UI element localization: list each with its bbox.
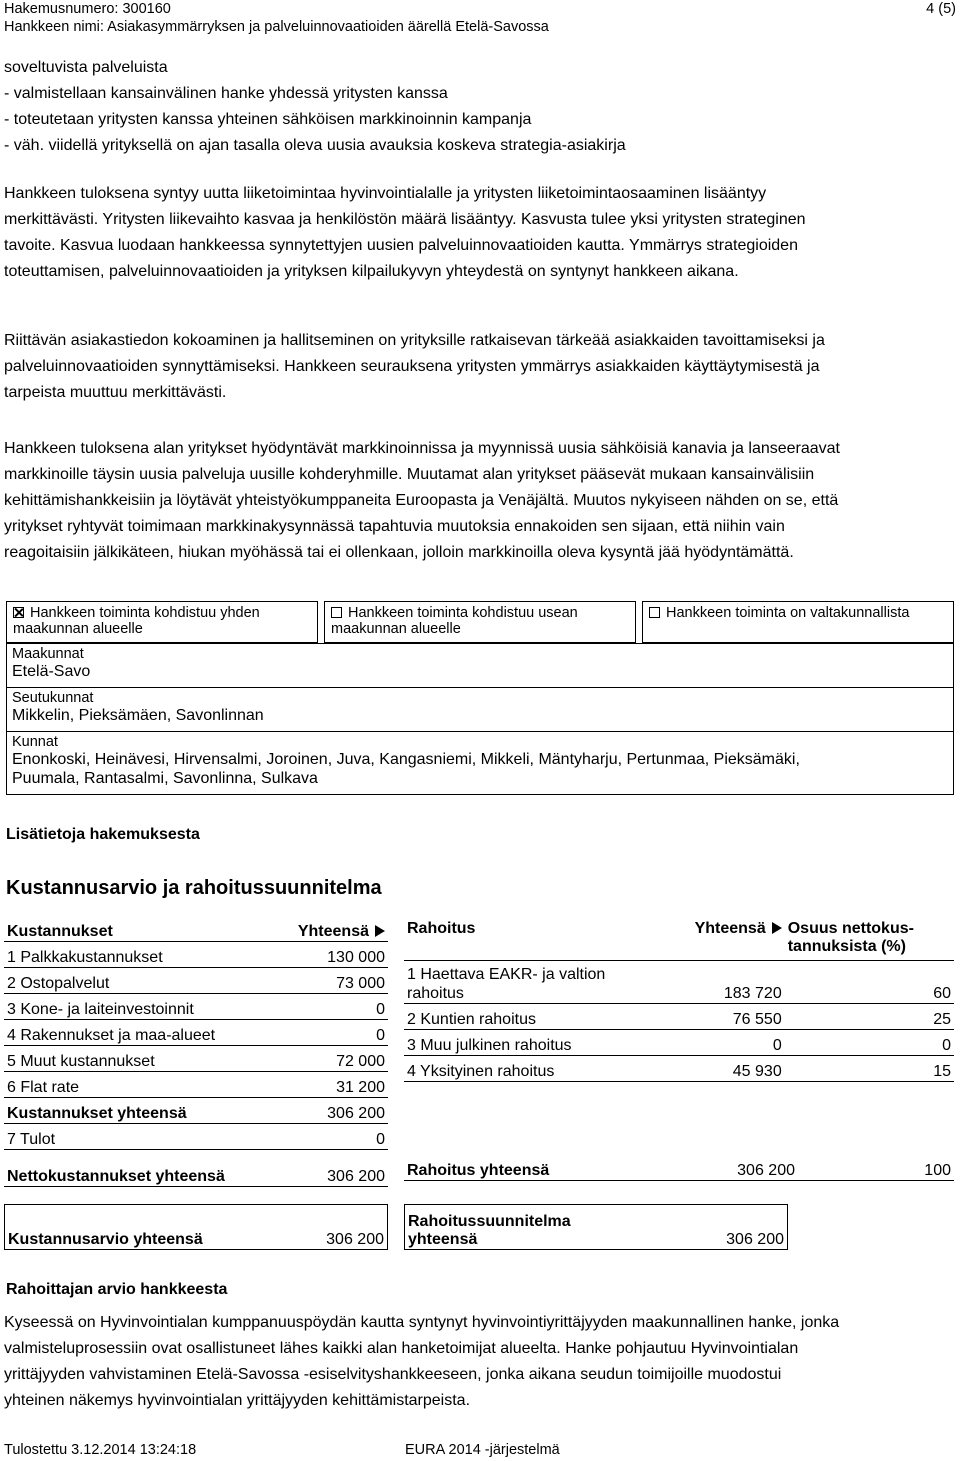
printed-timestamp: Tulostettu 3.12.2014 13:24:18 — [4, 1442, 197, 1458]
paragraph-line: Hankkeen tuloksena syntyy uutta liiketoimintaa hyvinvointialalle ja yritysten liiketoimintaosaaminen lisääntyy — [4, 185, 767, 202]
row-share: 100 — [798, 1155, 954, 1181]
share-label: tannuksista (%) — [787, 938, 906, 955]
row-value: 130 000 — [275, 942, 388, 968]
row-value: 76 550 — [666, 1004, 785, 1030]
marketing-paragraph — [4, 436, 956, 566]
results-paragraph — [4, 181, 956, 285]
row-label: Nettokustannukset yhteensä — [4, 1150, 275, 1187]
region-option-national[interactable] — [642, 601, 954, 643]
field-label: Kunnat — [12, 734, 58, 750]
row-label: 4 Rakennukset ja maa-alueet — [4, 1020, 275, 1046]
system-name: EURA 2014 -järjestelmä — [405, 1442, 560, 1458]
intro-line: - valmistellaan kansainvälinen hanke yhdessä yritysten kanssa — [4, 85, 448, 102]
costs-header-total — [275, 916, 388, 942]
field-value: Mikkelin, Pieksämäen, Savonlinnan — [12, 707, 264, 724]
costs-header-label: Kustannukset — [4, 916, 275, 942]
table-row — [404, 1004, 954, 1030]
assessment-paragraph — [4, 1310, 956, 1414]
row-label: 5 Muut kustannukset — [4, 1046, 275, 1072]
funding-header-share — [785, 916, 954, 961]
share-label: Osuus nettokus- — [787, 920, 914, 937]
paragraph-line: tavoite. Kasvua luodaan hankkeessa synnytettyjen uusien palveluinnovaatioiden kautta. Ymmärrys strategioiden — [4, 237, 798, 254]
funding-header-row — [404, 916, 954, 961]
funding-plan-table — [404, 1204, 788, 1250]
region-option-single[interactable] — [6, 601, 318, 643]
intro-line: - toteutetaan yritysten kanssa yhteinen sähköisen markkinoinnin kampanja — [4, 111, 532, 128]
funding-total-row — [404, 1155, 954, 1181]
row-share: 60 — [785, 961, 954, 1004]
paragraph-line: kehittämishankkeisiin ja löytävät yhteistyökumppaneita Euroopasta ja Venäjältä. Muutos nykyiseen nähden on se, että — [4, 492, 839, 509]
paragraph-line: Kyseessä on Hyvinvointialan kumppanuuspöydän kautta syntynyt hyvinvointiyrittäjyyden maakunnallinen hanke, jonka — [4, 1314, 840, 1331]
row-value: 0 — [666, 1030, 785, 1056]
table-row — [4, 1046, 388, 1072]
row-value: 0 — [275, 994, 388, 1020]
row-value: 73 000 — [275, 968, 388, 994]
row-value: 0 — [275, 1124, 388, 1150]
checkbox-checked-icon — [13, 607, 24, 618]
row-share: 25 — [785, 1004, 954, 1030]
table-row — [4, 968, 388, 994]
cost-estimate-table — [4, 1204, 388, 1250]
row-value: 306 200 — [295, 1205, 388, 1250]
paragraph-line: yhteinen näkemys hyvinvointialan yrittäjyyden kehittämistarpeista. — [4, 1392, 471, 1409]
table-row — [4, 994, 388, 1020]
field-value: Puumala, Rantasalmi, Savonlinna, Sulkava — [12, 770, 318, 787]
row-value: 0 — [275, 1020, 388, 1046]
row-label: 4 Yksityinen rahoitus — [404, 1056, 666, 1082]
budget-heading: Kustannusarvio ja rahoitussuunnitelma — [6, 877, 382, 899]
table-row — [4, 942, 388, 968]
paragraph-line: toteuttamisen, palveluinnovaatioiden ja yrityksen kilpailukyvyn yhteydestä on syntynyt hankkeen aikana. — [4, 263, 739, 280]
paragraph-line: yrittäjyyden vahvistaminen Etelä-Savossa -esiselvityshankkeeseen, jonka aikana seudun toimijoille muodostui — [4, 1366, 782, 1383]
maakunnat-field — [7, 644, 953, 688]
row-label-line: yhteensä — [408, 1231, 478, 1248]
row-share: 0 — [785, 1030, 954, 1056]
row-label: 1 Palkkakustannukset — [4, 942, 275, 968]
paragraph-line: Hankkeen tuloksena alan yritykset hyödyntävät markkinoinnissa ja myynnissä uusia sähköisiä kanavia ja lanseeraavat — [4, 440, 840, 457]
row-label: Rahoitus yhteensä — [404, 1155, 679, 1181]
field-value: Enonkoski, Heinävesi, Hirvensalmi, Joroinen, Juva, Kangasniemi, Mikkeli, Mäntyharju, Pertunmaa, Pieksämäki, — [12, 751, 800, 768]
intro-line: soveltuvista palveluista — [4, 59, 168, 76]
row-label: 3 Muu julkinen rahoitus — [404, 1030, 666, 1056]
cost-estimate-row — [5, 1205, 388, 1250]
row-value: 31 200 — [275, 1072, 388, 1098]
row-label: 6 Flat rate — [4, 1072, 275, 1098]
row-label: Kustannukset yhteensä — [4, 1098, 275, 1124]
header-total-label: Yhteensä — [297, 923, 369, 940]
project-name: Hankkeen nimi: Asiakasymmärryksen ja palveluinnovaatioiden äärellä Etelä-Savossa — [4, 19, 549, 35]
kunnat-field — [7, 732, 953, 795]
checkbox-empty-icon — [331, 607, 342, 618]
row-label-line: rahoitus — [407, 985, 464, 1002]
funding-total-table — [404, 1155, 954, 1181]
row-value: 306 200 — [682, 1205, 788, 1250]
option-label: maakunnan alueelle — [331, 621, 461, 637]
table-row — [4, 1072, 388, 1098]
paragraph-line: valmisteluprosessiin ovat osallistuneet lähes kaikki alan hanketoimijat alueelta. Hanke pohjautuu Hyvinvointialan — [4, 1340, 799, 1357]
paragraph-line: markkinoille täysin uusia palveluja uusille kohderyhmille. Muutamat alan yritykset pääsevät mukaan kansainvälisiin — [4, 466, 815, 483]
row-value: 45 930 — [666, 1056, 785, 1082]
table-row — [4, 1020, 388, 1046]
row-label: 7 Tulot — [4, 1124, 275, 1150]
option-label: Hankkeen toiminta on valtakunnallista — [666, 605, 910, 621]
euro-icon — [375, 925, 385, 937]
application-number: Hakemusnumero: 300160 — [4, 1, 171, 17]
region-details — [6, 643, 954, 795]
row-value: 306 200 — [679, 1155, 798, 1181]
costs-header-row — [4, 916, 388, 942]
row-label: 2 Kuntien rahoitus — [404, 1004, 666, 1030]
euro-icon — [772, 922, 782, 934]
paragraph-line: tarpeista muuttuu merkittävästi. — [4, 384, 227, 401]
checkbox-empty-icon — [649, 607, 660, 618]
funding-header-label: Rahoitus — [404, 916, 666, 961]
net-costs-row — [4, 1150, 388, 1187]
intro-list — [4, 55, 956, 159]
funding-header-total — [666, 916, 785, 961]
row-value: 306 200 — [275, 1150, 388, 1187]
row-value: 183 720 — [666, 961, 785, 1004]
row-label: 2 Ostopalvelut — [4, 968, 275, 994]
option-label: maakunnan alueelle — [13, 621, 143, 637]
table-row — [404, 1056, 954, 1082]
row-label — [404, 961, 666, 1004]
field-label: Seutukunnat — [12, 690, 94, 706]
table-row — [404, 1030, 954, 1056]
paragraph-line: palveluinnovaatioiden synnyttämiseksi. Hankkeen seurauksena yritysten ymmärrys asiakkaiden käyttäytymisestä ja — [4, 358, 820, 375]
region-option-multiple[interactable] — [324, 601, 636, 643]
paragraph-line: reagoitaisiin jälkikäteen, hiukan myöhässä tai ei ollenkaan, jolloin markkinoilla oleva kysyntä jää hyödyntämättä. — [4, 544, 794, 561]
header-total-label: Yhteensä — [694, 920, 766, 937]
page-number: 4 (5) — [926, 1, 956, 17]
row-share: 15 — [785, 1056, 954, 1082]
paragraph-line: Riittävän asiakastiedon kokoaminen ja hallitseminen on yrityksille ratkaisevan tärkeää asiakkaiden tavoittamiseksi ja — [4, 332, 825, 349]
row-value: 72 000 — [275, 1046, 388, 1072]
paragraph-line: merkittävästi. Yritysten liikevaihto kasvaa ja henkilöstön määrä lisääntyy. Kasvusta tulee yksi yritysten strateginen — [4, 211, 806, 228]
row-label: Kustannusarvio yhteensä — [5, 1205, 295, 1250]
costs-total-row — [4, 1098, 388, 1124]
row-label-line: Rahoitussuunnitelma — [408, 1213, 571, 1230]
additional-info-heading: Lisätietoja hakemuksesta — [6, 826, 200, 843]
funding-plan-row — [405, 1205, 788, 1250]
income-row — [4, 1124, 388, 1150]
option-label: Hankkeen toiminta kohdistuu yhden — [30, 605, 260, 621]
customer-data-paragraph — [4, 328, 956, 406]
field-label: Maakunnat — [12, 646, 84, 662]
table-row — [404, 961, 954, 1004]
row-label — [405, 1205, 682, 1250]
row-label: 3 Kone- ja laiteinvestoinnit — [4, 994, 275, 1020]
funding-table — [404, 916, 954, 1082]
assessment-heading: Rahoittajan arvio hankkeesta — [6, 1281, 228, 1298]
intro-line: - väh. viidellä yrityksellä on ajan tasalla oleva uusia avauksia koskeva strategia-asiakirja — [4, 137, 626, 154]
paragraph-line: yritykset ryhtyvät toimimaan markkinakysynnässä tapahtuvia muutoksia ennakoiden sen sijaan, että niihin vain — [4, 518, 785, 535]
seutukunnat-field — [7, 688, 953, 732]
field-value: Etelä-Savo — [12, 663, 91, 680]
option-label: Hankkeen toiminta kohdistuu usean — [348, 605, 578, 621]
row-value: 306 200 — [275, 1098, 388, 1124]
row-label-line: 1 Haettava EAKR- ja valtion — [407, 966, 606, 983]
costs-table — [4, 916, 388, 1187]
